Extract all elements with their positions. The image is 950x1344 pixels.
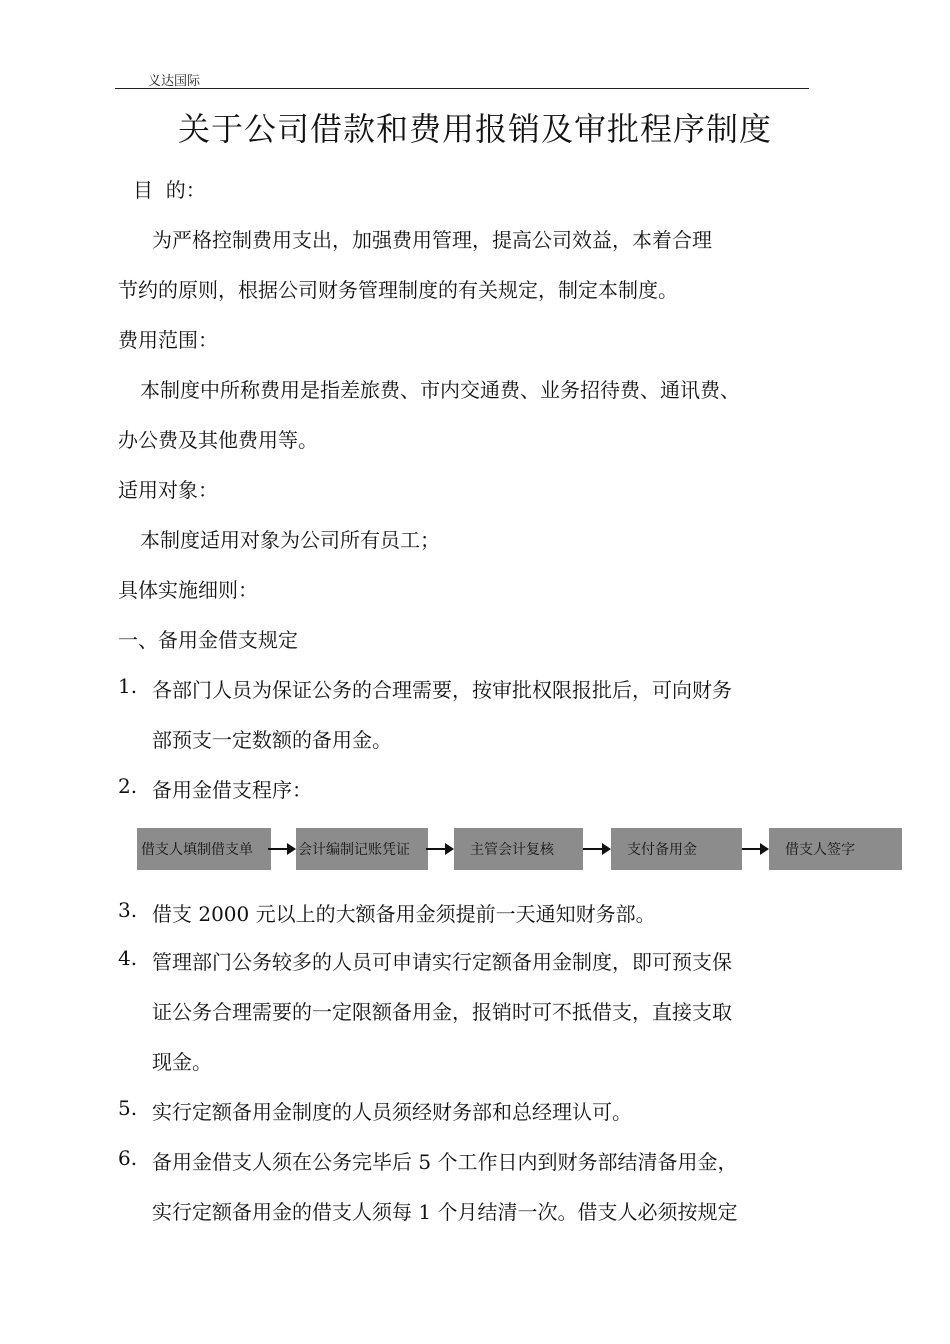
item-text: 管理部门公务较多的人员可申请实行定额备用金制度，即可预支保 xyxy=(152,950,732,974)
scope-heading: 费用范围： xyxy=(118,328,218,352)
borrow-process-flowchart xyxy=(137,828,902,870)
scope-text-line1: 本制度中所称费用是指差旅费、市内交通费、业务招待费、通讯费、 xyxy=(140,378,740,402)
purpose-heading: 目 的： xyxy=(133,178,206,202)
part1-heading: 一、备用金借支规定 xyxy=(118,628,298,652)
flow-step-label: 支付备用金 xyxy=(627,842,697,858)
item-text: 现金。 xyxy=(152,1050,212,1074)
item-number: 6. xyxy=(118,1146,138,1170)
target-text-line1: 本制度适用对象为公司所有员工； xyxy=(140,528,440,552)
item-text: 实行定额备用金制度的人员须经财务部和总经理认可。 xyxy=(152,1100,632,1124)
item-text: 部预支一定数额的备用金。 xyxy=(152,728,392,752)
header-rule xyxy=(115,88,809,89)
flow-step-sign xyxy=(769,828,902,870)
flow-step-fill-slip xyxy=(137,828,271,870)
document-title: 关于公司借款和费用报销及审批程序制度 xyxy=(177,110,772,148)
flow-step-label: 借支人填制借支单 xyxy=(141,842,253,858)
flow-step-label: 主管会计复核 xyxy=(470,842,554,858)
flow-step-voucher xyxy=(296,828,428,870)
flow-arrow-icon xyxy=(583,842,611,856)
flow-step-review xyxy=(454,828,583,870)
flow-arrow-icon xyxy=(742,842,769,856)
purpose-text-line1: 为严格控制费用支出，加强费用管理，提高公司效益，本着合理 xyxy=(152,228,712,252)
item-number: 3. xyxy=(118,898,138,922)
flow-arrow-icon xyxy=(426,842,454,856)
flow-step-label: 会计编制记账凭证 xyxy=(298,842,410,858)
item-number: 2. xyxy=(118,774,138,798)
item-text: 各部门人员为保证公务的合理需要，按审批权限报批后，可向财务 xyxy=(152,678,732,702)
scope-text-line2: 办公费及其他费用等。 xyxy=(118,428,318,452)
purpose-text-line2: 节约的原则，根据公司财务管理制度的有关规定，制定本制度。 xyxy=(118,278,678,302)
item-text: 借支 2000 元以上的大额备用金须提前一天通知财务部。 xyxy=(152,902,656,926)
item-text: 备用金借支程序： xyxy=(152,778,312,802)
target-heading: 适用对象： xyxy=(118,478,218,502)
detail-heading: 具体实施细则： xyxy=(118,578,258,602)
item-text: 备用金借支人须在公务完毕后 5 个工作日内到财务部结清备用金， xyxy=(152,1150,738,1174)
item-number: 1. xyxy=(118,674,138,698)
item-number: 5. xyxy=(118,1096,138,1120)
item-number: 4. xyxy=(118,946,138,970)
item-text: 实行定额备用金的借支人须每 1 个月结清一次。借支人必须按规定 xyxy=(152,1200,738,1224)
flow-step-label: 借支人签字 xyxy=(785,842,855,858)
flow-step-pay xyxy=(611,828,742,870)
item-text: 证公务合理需要的一定限额备用金，报销时可不抵借支，直接支取 xyxy=(152,1000,732,1024)
flow-arrow-icon xyxy=(268,842,296,856)
header-org: 义达国际 xyxy=(148,74,201,89)
